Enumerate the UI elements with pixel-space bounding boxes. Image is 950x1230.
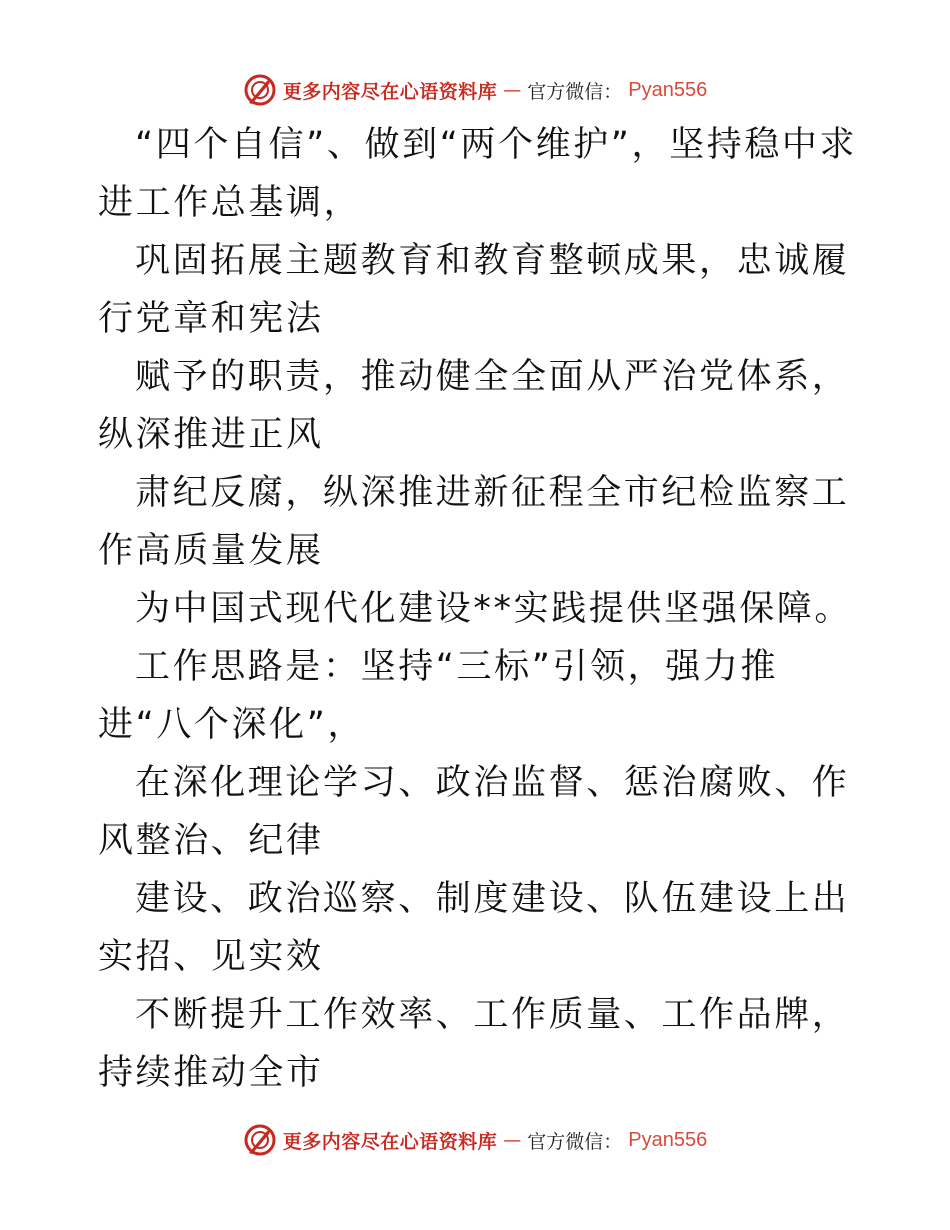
quill-logo-icon xyxy=(243,1123,277,1157)
banner-wechat-label: 官方微信： xyxy=(527,80,623,103)
paragraph: 工作思路是：坚持“三标”引领，强力推进“八个深化”， xyxy=(98,647,779,745)
paragraph: 巩固拓展主题教育和教育整顿成果，忠诚履行党章和宪法 xyxy=(98,241,850,339)
banner-wechat-id: Pyan556 xyxy=(628,1128,708,1151)
banner-wechat-label: 官方微信： xyxy=(527,1130,623,1153)
paragraph: 在深化理论学习、政治监督、惩治腐败、作风整治、纪律 xyxy=(98,763,850,861)
paragraph: “四个自信”、做到“两个维护”，坚持稳中求进工作总基调， xyxy=(98,125,858,223)
paragraph: 赋予的职责，推动健全全面从严治党体系，纵深推进正风 xyxy=(98,357,850,455)
banner-brand-text: 更多内容尽在心语资料库 xyxy=(282,1130,498,1153)
banner-brand-text: 更多内容尽在心语资料库 xyxy=(282,80,498,103)
document-body xyxy=(98,116,858,1102)
paragraph: 为中国式现代化建设**实践提供坚强保障。 xyxy=(135,589,853,629)
footer-banner xyxy=(0,1120,950,1160)
paragraph: 肃纪反腐，纵深推进新征程全市纪检监察工作高质量发展 xyxy=(98,473,850,571)
banner-dash: — xyxy=(503,79,522,101)
paragraph: 不断提升工作效率、工作质量、工作品牌，持续推动全市 xyxy=(98,995,850,1093)
banner-dash: — xyxy=(503,1129,522,1151)
quill-logo-icon xyxy=(243,73,277,107)
banner-wechat-id: Pyan556 xyxy=(628,78,708,101)
paragraph: 建设、政治巡察、制度建设、队伍建设上出实招、见实效 xyxy=(98,879,850,977)
header-banner xyxy=(0,70,950,110)
